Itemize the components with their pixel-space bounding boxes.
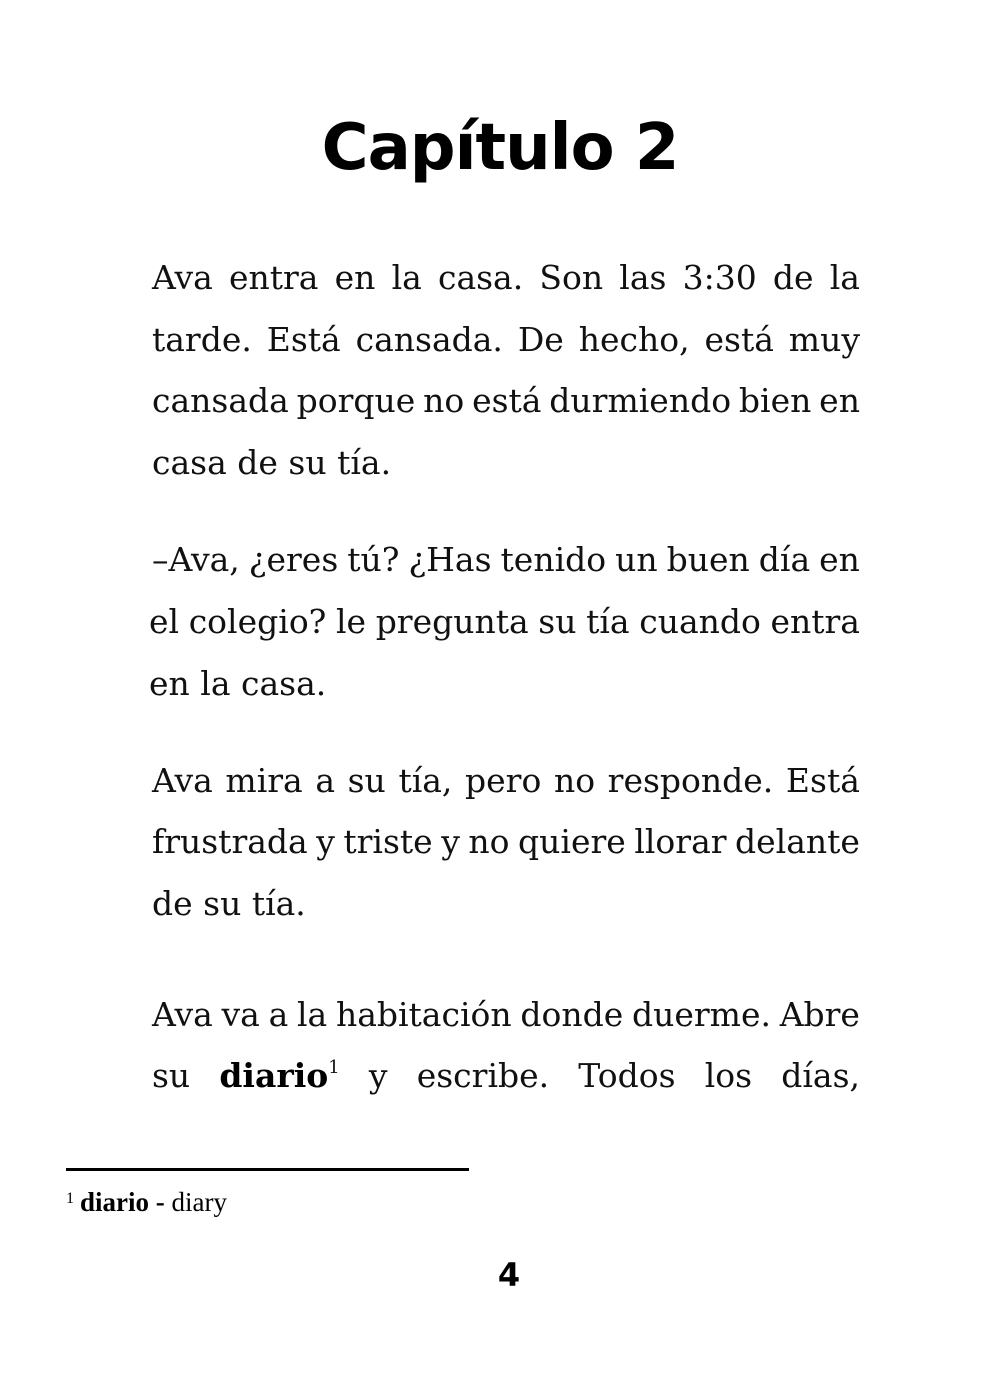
footnote-definition: diary (171, 1187, 227, 1217)
footnote-ref: 1 (328, 1057, 340, 1078)
text-line: su diario$^1$ y escribe. Todos los días, (152, 1056, 860, 1095)
text-line: Ava entra en la casa. Son las 3:30 de la (152, 258, 860, 297)
text-line: frustrada y triste y no quiere llorar delante (152, 822, 860, 861)
footnote-number: 1 (66, 1190, 74, 1207)
text-line: en la casa. (149, 664, 327, 703)
text-line: el colegio? le pregunta su tía cuando entra (149, 602, 860, 641)
text-line: –Ava, ¿eres tú? ¿Has tenido un buen día en (152, 540, 860, 579)
text-line: casa de su tía. (152, 443, 392, 482)
text-line: Ava mira a su tía, pero no responde. Está (152, 761, 860, 800)
glossary-term: diario$^1$ (219, 1056, 340, 1095)
text-line: Ava va a la habitación donde duerme. Abre (152, 995, 860, 1034)
text-line: de su tía. (152, 884, 306, 923)
footnote-divider (66, 1168, 469, 1171)
text-line: tarde. Está cansada. De hecho, está muy (152, 320, 860, 359)
footnote (66, 1186, 227, 1218)
chapter-title: Capítulo 2 (321, 111, 679, 185)
footnote-term: diario - (80, 1187, 165, 1217)
page-number: 4 (497, 1256, 521, 1294)
text-line: cansada porque no está durmiendo bien en (152, 381, 860, 420)
